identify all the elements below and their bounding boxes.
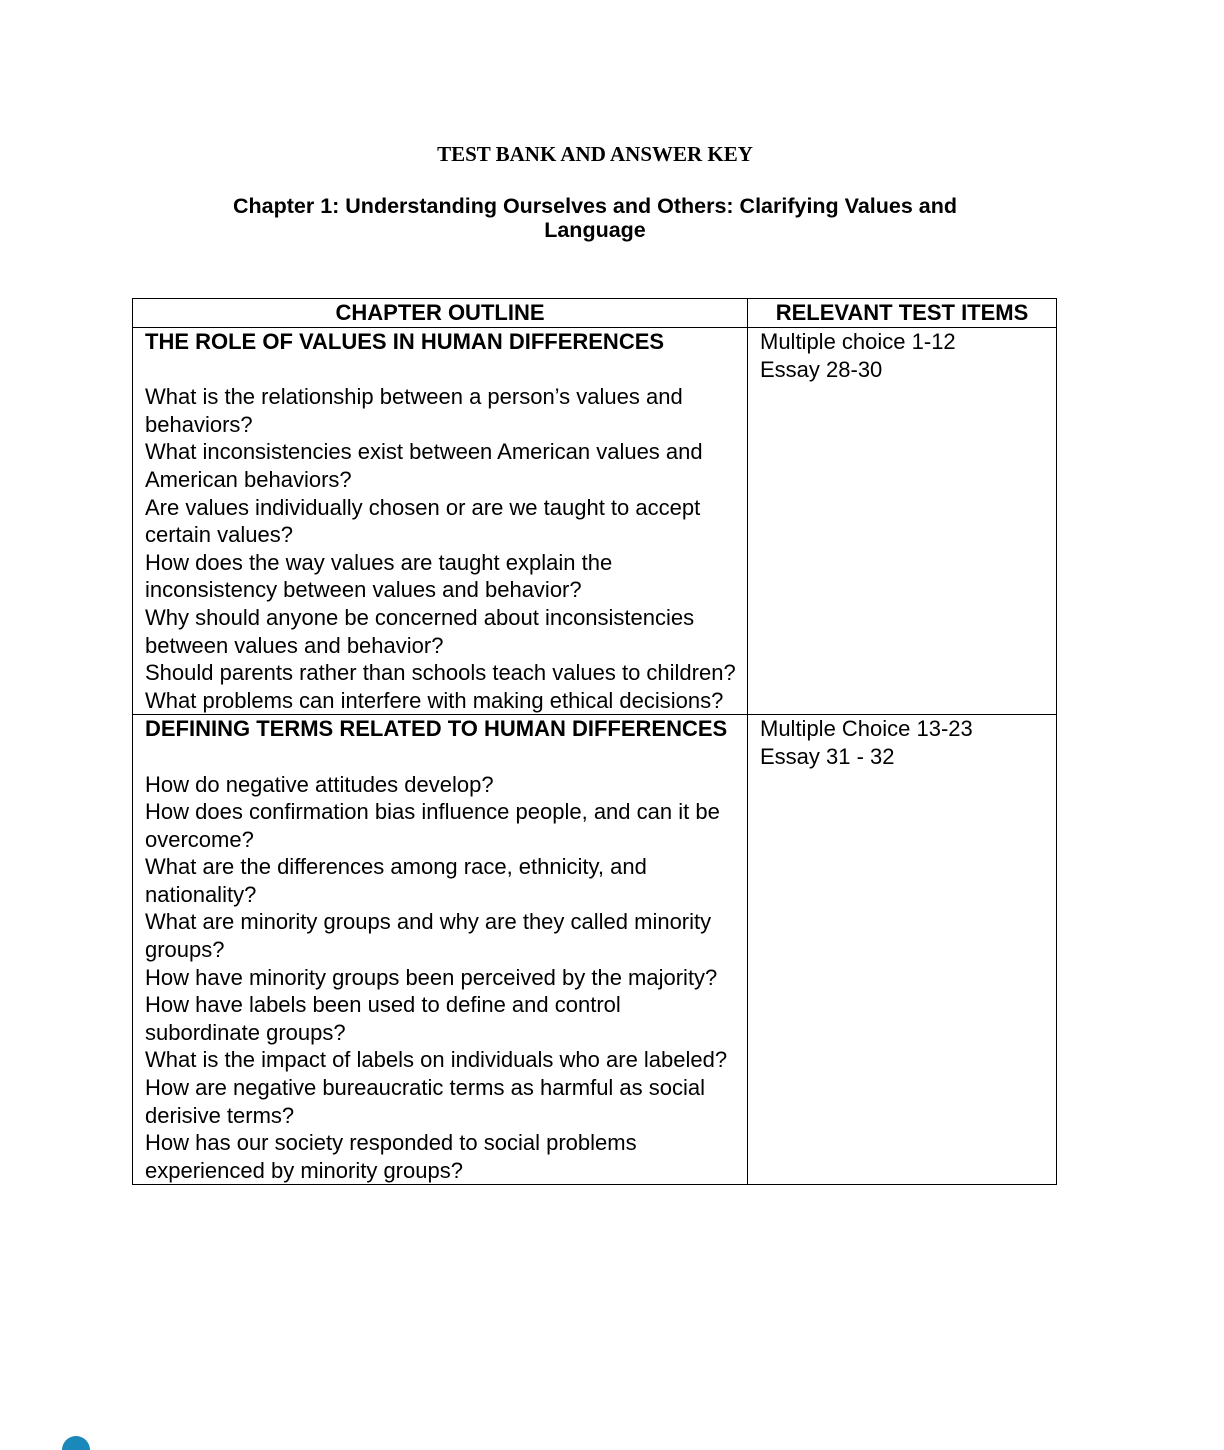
spacer — [145, 743, 739, 771]
outline-question: What is the impact of labels on individuals who are labeled? — [145, 1047, 728, 1073]
outline-question: What problems can interfere with making ethical decisions? — [145, 687, 724, 713]
test-items-cell — [748, 715, 1057, 1185]
outline-question: Are values individually chosen or are we taught to accept certain values? — [145, 494, 701, 548]
test-item: Essay 31 - 32 — [760, 743, 895, 769]
document-title: TEST BANK AND ANSWER KEY — [437, 142, 753, 166]
outline-question: Why should anyone be concerned about inconsistencies between values and behavior? — [145, 604, 695, 658]
outline-cell — [133, 715, 748, 1185]
header-chapter-outline: CHAPTER OUTLINE — [133, 299, 748, 328]
section-heading: DEFINING TERMS RELATED TO HUMAN DIFFERENCES — [145, 716, 728, 742]
test-item: Multiple choice 1-12 — [760, 329, 956, 354]
page-corner-mark — [62, 1436, 90, 1450]
outline-question: What inconsistencies exist between American values and American behaviors? — [145, 439, 703, 492]
outline-question: What is the relationship between a person’s values and behaviors? — [145, 384, 683, 437]
outline-question: What are the differences among race, ethnicity, and nationality? — [145, 854, 647, 907]
outline-cell — [133, 328, 748, 715]
chapter-title: Chapter 1: Understanding Ourselves and Others: Clarifying Values and Language — [232, 194, 957, 242]
table-row — [133, 328, 1057, 715]
test-items-cell — [748, 328, 1057, 715]
outline-question: How are negative bureaucratic terms as harmful as social derisive terms? — [145, 1075, 706, 1128]
outline-question: How do negative attitudes develop? — [145, 771, 494, 797]
outline-question: How has our society responded to social problems experienced by minority groups? — [145, 1130, 637, 1183]
table-header-row — [133, 299, 1057, 328]
chapter-outline-table — [132, 298, 1057, 1185]
table-row — [133, 715, 1057, 1185]
test-item: Essay 28-30 — [760, 356, 883, 382]
header-relevant-test-items: RELEVANT TEST ITEMS — [748, 299, 1057, 328]
outline-question: How have minority groups been perceived by the majority? — [145, 964, 718, 990]
outline-question: Should parents rather than schools teach values to children? — [145, 660, 736, 686]
outline-question: How does the way values are taught explain the inconsistency between values and behavior? — [145, 549, 613, 603]
section-heading: THE ROLE OF VALUES IN HUMAN DIFFERENCES — [145, 329, 665, 354]
test-item: Multiple Choice 13-23 — [760, 716, 973, 742]
spacer — [145, 356, 739, 384]
outline-question: How does confirmation bias influence people, and can it be overcome? — [145, 799, 720, 852]
outline-question: What are minority groups and why are they called minority groups? — [145, 909, 712, 963]
outline-question: How have labels been used to define and control subordinate groups? — [145, 992, 621, 1045]
